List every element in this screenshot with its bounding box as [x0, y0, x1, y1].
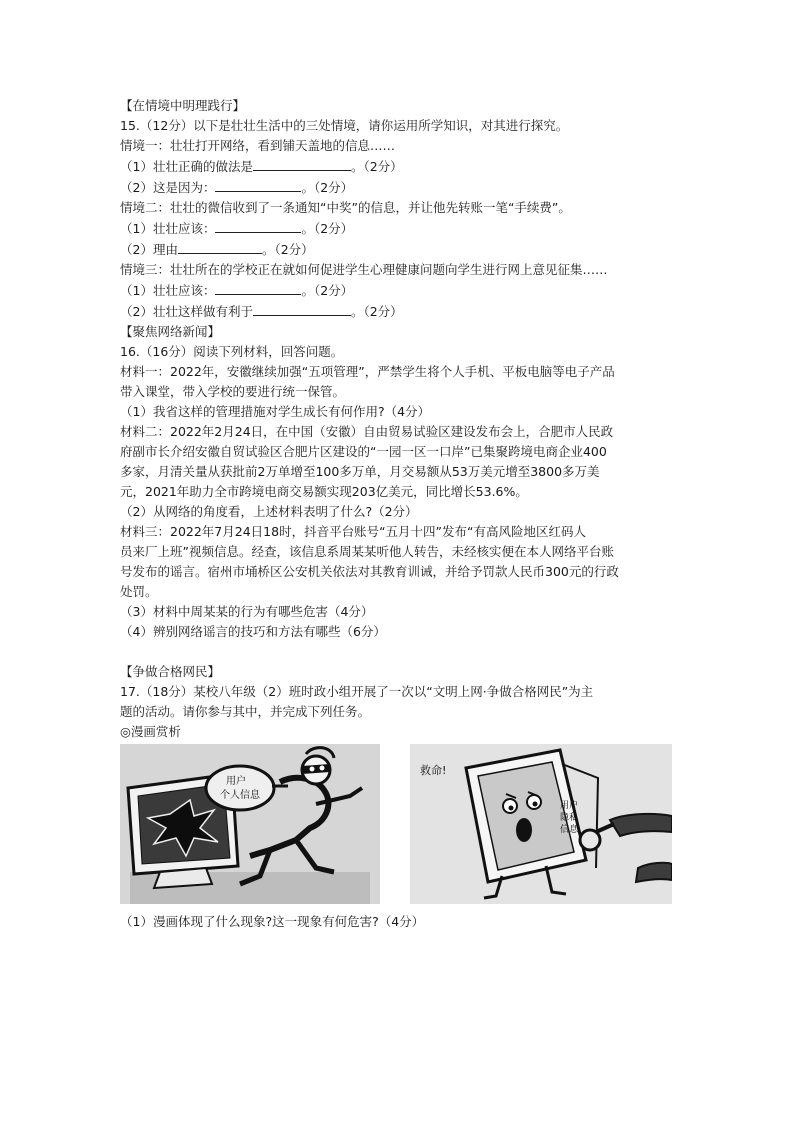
question-16-4: （4）辨别网络谣言的技巧和方法有哪些（6分） — [120, 624, 386, 639]
situation-2-item-2: （2）理由 。（2分） — [120, 239, 680, 260]
answer-blank[interactable] — [253, 156, 351, 171]
material-2-line-3: 多家，月清关量从获批前2万单增至100多万单，月交易额从53万美元增至3800多万美 — [120, 464, 600, 479]
question-17-line-1: 17.（18分）某校八年级（2）班时政小组开展了一次以“文明上网·争做合格网民”为主 — [120, 684, 594, 699]
material-1-line-2: 带入课堂，带入学校的要进行统一保管。 — [120, 384, 346, 399]
material-2-line-2: 府副市长介绍安徽自贸试验区合肥片区建设的“一园一区一口岸”已集聚跨境电商企业400 — [120, 444, 607, 459]
material-2-line-1: 材料二：2022年2月24日，在中国（安徽）自由贸易试验区建设发布会上，合肥市人民政 — [120, 424, 614, 439]
question-16: 16.（16分）阅读下列材料，回答问题。 — [120, 344, 344, 359]
material-3-line-1: 材料三：2022年7月24日18时，抖音平台账号“五月十四”发布“有高风险地区红码人 — [120, 524, 587, 539]
answer-blank[interactable] — [253, 301, 351, 316]
answer-blank[interactable] — [215, 177, 301, 192]
section-heading-news: 【聚焦网络新闻】 — [120, 324, 221, 339]
cartoon-left-label-2: 个人信息 — [220, 790, 260, 801]
cartoon-subtitle: ◎漫画赏析 — [120, 724, 181, 739]
section-heading-netizen: 【争做合格网民】 — [120, 664, 221, 679]
cartoon-right-shout: 救命! — [420, 764, 447, 777]
situation-3: 情境三：壮壮所在的学校正在就如何促进学生心理健康问题向学生进行网上意见征集…… — [120, 262, 608, 277]
cartoon-right-label-2: 隐私 — [560, 813, 579, 823]
material-3-line-2: 员来厂上班”视频信息。经查，该信息系周某某听他人转告，未经核实便在本人网络平台账 — [120, 544, 614, 559]
question-16-2: （2）从网络的角度看，上述材料表明了什么?（2分） — [120, 504, 418, 519]
question-16-3: （3）材料中周某某的行为有哪些危害（4分） — [120, 604, 374, 619]
material-3-line-4: 处罚。 — [120, 584, 158, 599]
exam-page — [120, 96, 680, 932]
cartoon-right-tablet — [410, 744, 672, 904]
situation-2-item-1: （1）壮壮应该： 。（2分） — [120, 218, 680, 239]
situation-1-item-1: （1）壮壮正确的做法是 。（2分） — [120, 156, 680, 177]
material-3-line-3: 号发布的谣言。宿州市埇桥区公安机关依法对其教育训诫，并给予罚款人民币300元的行政 — [120, 564, 619, 579]
cartoon-right-label-1: 用户 — [560, 801, 579, 811]
situation-3-item-1: （1）壮壮应该： 。（2分） — [120, 280, 680, 301]
answer-blank[interactable] — [178, 239, 262, 254]
situation-3-item-2: （2）壮壮这样做有利于 。（2分） — [120, 301, 680, 322]
answer-blank[interactable] — [215, 280, 301, 295]
material-1-line-1: 材料一：2022年，安徽继续加强“五项管理”，严禁学生将个人手机、平板电脑等电子产品 — [120, 364, 615, 379]
cartoon-left-thief — [120, 744, 380, 904]
answer-blank[interactable] — [215, 218, 301, 233]
situation-2: 情境二：壮壮的微信收到了一条通知“中奖”的信息，并让他先转账一笔“手续费”。 — [120, 200, 571, 215]
situation-1-item-2: （2）这是因为： 。（2分） — [120, 177, 680, 198]
cartoon-left-label-1: 用户 — [226, 776, 246, 787]
material-2-line-4: 元，2021年助力全市跨境电商交易额实现203亿美元，同比增长53.6%。 — [120, 484, 528, 499]
question-17-line-2: 题的活动。请你参与其中，并完成下列任务。 — [120, 704, 371, 719]
question-17-1: （1）漫画体现了什么现象?这一现象有何危害?（4分） — [120, 914, 425, 929]
section-heading-situations: 【在情境中明理践行】 — [120, 98, 246, 113]
situation-1: 情境一：壮壮打开网络，看到铺天盖地的信息…… — [120, 138, 396, 153]
question-16-1: （1）我省这样的管理措施对学生成长有何作用?（4分） — [120, 404, 431, 419]
question-15: 15.（12分）以下是壮壮生活中的三处情境，请你运用所学知识，对其进行探究。 — [120, 118, 569, 133]
cartoon-right-label-3: 信息 — [560, 825, 579, 835]
cartoon-panel — [120, 744, 672, 904]
